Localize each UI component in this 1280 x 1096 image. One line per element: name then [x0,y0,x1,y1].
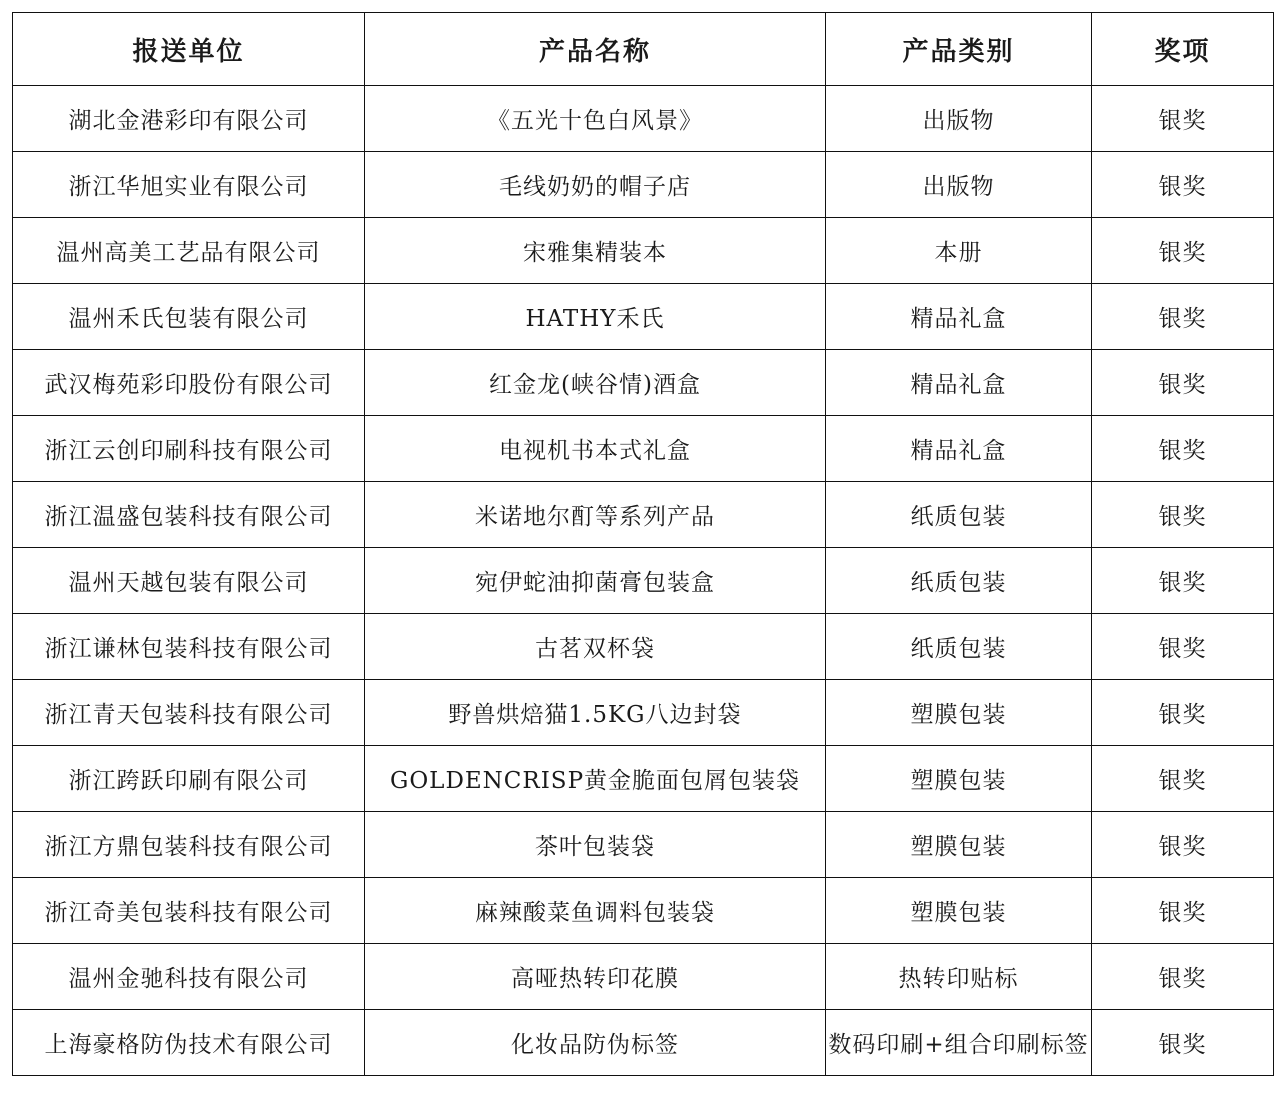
cell-award: 银奖 [1092,284,1274,350]
cell-unit: 浙江谦林包装科技有限公司 [13,614,365,680]
table-row [13,1010,1274,1076]
table-row [13,812,1274,878]
cell-product-name: 电视机书本式礼盒 [365,416,826,482]
cell-product-category: 纸质包装 [826,482,1092,548]
cell-unit: 温州金驰科技有限公司 [13,944,365,1010]
cell-award: 银奖 [1092,152,1274,218]
cell-award: 银奖 [1092,482,1274,548]
table-row [13,680,1274,746]
cell-award: 银奖 [1092,614,1274,680]
cell-product-name: 化妆品防伪标签 [365,1010,826,1076]
cell-unit: 浙江云创印刷科技有限公司 [13,416,365,482]
cell-product-name: 宛伊蛇油抑菌膏包装盒 [365,548,826,614]
cell-product-category: 精品礼盒 [826,284,1092,350]
header-unit: 报送单位 [13,13,365,86]
cell-product-category: 热转印贴标 [826,944,1092,1010]
cell-award: 银奖 [1092,350,1274,416]
table-row [13,416,1274,482]
header-award: 奖项 [1092,13,1274,86]
cell-product-name: 茶叶包装袋 [365,812,826,878]
table-row [13,86,1274,152]
table-row [13,944,1274,1010]
cell-product-category: 出版物 [826,86,1092,152]
cell-product-name: 红金龙(峡谷情)酒盒 [365,350,826,416]
cell-unit: 浙江温盛包装科技有限公司 [13,482,365,548]
cell-unit: 浙江华旭实业有限公司 [13,152,365,218]
cell-product-category: 精品礼盒 [826,350,1092,416]
cell-award: 银奖 [1092,218,1274,284]
cell-product-category: 塑膜包装 [826,878,1092,944]
cell-product-category: 纸质包装 [826,548,1092,614]
cell-unit: 浙江青天包装科技有限公司 [13,680,365,746]
cell-product-category: 塑膜包装 [826,746,1092,812]
cell-product-category: 塑膜包装 [826,812,1092,878]
cell-unit: 温州天越包装有限公司 [13,548,365,614]
cell-product-name: 麻辣酸菜鱼调料包装袋 [365,878,826,944]
cell-product-name: HATHY禾氏 [365,284,826,350]
cell-product-name: GOLDENCRISP黄金脆面包屑包装袋 [365,746,826,812]
header-product-category: 产品类别 [826,13,1092,86]
cell-award: 银奖 [1092,878,1274,944]
header-row [13,13,1274,86]
cell-award: 银奖 [1092,1010,1274,1076]
cell-award: 银奖 [1092,416,1274,482]
cell-product-category: 精品礼盒 [826,416,1092,482]
cell-unit: 温州禾氏包装有限公司 [13,284,365,350]
awards-table [12,12,1274,1076]
cell-product-category: 纸质包装 [826,614,1092,680]
cell-unit: 上海豪格防伪技术有限公司 [13,1010,365,1076]
cell-award: 银奖 [1092,746,1274,812]
table-row [13,548,1274,614]
cell-product-category: 本册 [826,218,1092,284]
cell-award: 银奖 [1092,86,1274,152]
table-row [13,152,1274,218]
cell-unit: 浙江跨跃印刷有限公司 [13,746,365,812]
table-row [13,284,1274,350]
cell-product-name: 《五光十色白风景》 [365,86,826,152]
cell-unit: 浙江奇美包装科技有限公司 [13,878,365,944]
cell-product-category: 出版物 [826,152,1092,218]
cell-unit: 湖北金港彩印有限公司 [13,86,365,152]
cell-product-name: 米诺地尔酊等系列产品 [365,482,826,548]
cell-award: 银奖 [1092,812,1274,878]
table-row [13,218,1274,284]
table-row [13,482,1274,548]
cell-product-name: 古茗双杯袋 [365,614,826,680]
header-product-name: 产品名称 [365,13,826,86]
cell-unit: 武汉梅苑彩印股份有限公司 [13,350,365,416]
table-row [13,614,1274,680]
cell-award: 银奖 [1092,944,1274,1010]
cell-product-name: 宋雅集精装本 [365,218,826,284]
table-row [13,350,1274,416]
cell-product-category: 数码印刷+组合印刷标签 [826,1010,1092,1076]
cell-product-category: 塑膜包装 [826,680,1092,746]
cell-award: 银奖 [1092,680,1274,746]
cell-product-name: 高哑热转印花膜 [365,944,826,1010]
cell-product-name: 野兽烘焙猫1.5KG八边封袋 [365,680,826,746]
table-row [13,878,1274,944]
cell-award: 银奖 [1092,548,1274,614]
table-row [13,746,1274,812]
cell-unit: 浙江方鼎包装科技有限公司 [13,812,365,878]
cell-product-name: 毛线奶奶的帽子店 [365,152,826,218]
cell-unit: 温州高美工艺品有限公司 [13,218,365,284]
